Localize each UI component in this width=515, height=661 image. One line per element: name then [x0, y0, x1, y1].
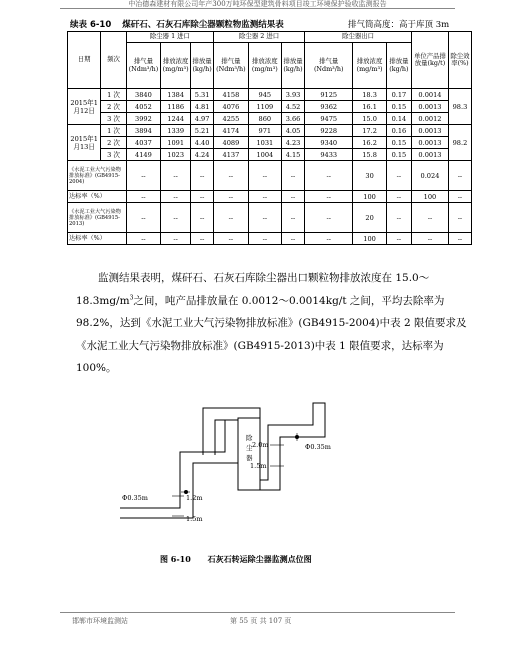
table-number: 续表 6-10 — [70, 20, 112, 30]
value-cell: 15.8 — [353, 149, 386, 161]
value-cell: 1091 — [161, 137, 191, 149]
collector-label-3: 器 — [246, 454, 253, 462]
footer-rule — [60, 612, 455, 613]
paragraph-part-1: 监测结果表明，煤矸石、石灰石库除尘器出口颗粒物排放浓度在 15.0～18.3mg/m — [76, 272, 430, 307]
value-cell: 945 — [248, 89, 281, 101]
value-cell: 4052 — [126, 101, 161, 113]
col-efficiency: 除尘效率(%) — [448, 32, 471, 89]
value-cell: 9228 — [305, 125, 353, 137]
dash-cell: -- — [161, 161, 191, 191]
dash-cell: -- — [305, 191, 353, 203]
freq-cell: 1 次 — [101, 125, 126, 137]
dash-cell: -- — [126, 203, 161, 233]
dash-cell: -- — [282, 161, 305, 191]
dash-cell: -- — [191, 161, 214, 191]
sub-conc: 排放浓度(mg/m³) — [161, 43, 191, 89]
value-cell: 4.52 — [282, 101, 305, 113]
dash-cell: -- — [305, 203, 353, 233]
dash-cell: -- — [248, 191, 281, 203]
value-cell: 0.17 — [386, 89, 411, 101]
value-cell: 4174 — [214, 125, 249, 137]
sub-flow: 排气量(Ndm³/h) — [305, 43, 353, 89]
dim-2-0m: 2.0m — [252, 441, 269, 449]
value-cell: 1384 — [161, 89, 191, 101]
figure-caption — [160, 554, 420, 565]
group-inlet-2: 除尘器 2 进口 — [214, 32, 305, 43]
value-cell: 4037 — [126, 137, 161, 149]
efficiency-cell: 98.3 — [448, 89, 471, 125]
freq-cell: 3 次 — [101, 113, 126, 125]
dash-cell: -- — [305, 161, 353, 191]
sub-rate: 排放量(kg/h) — [386, 43, 411, 89]
date-cell: 2015年1月13日 — [68, 125, 101, 161]
dash-cell: -- — [248, 233, 281, 245]
dash-cell: -- — [191, 233, 214, 245]
dash-cell: -- — [161, 203, 191, 233]
dash-cell: -- — [448, 233, 471, 245]
dash-cell: -- — [412, 233, 449, 245]
value-cell: 4.15 — [282, 149, 305, 161]
freq-cell: 2 次 — [101, 137, 126, 149]
standard-label: 《水泥工业大气污染物排放标准》(GB4915-2004) — [68, 161, 127, 191]
dash-cell: -- — [448, 203, 471, 233]
value-cell: 9362 — [305, 101, 353, 113]
table-caption: 煤矸石、石灰石库除尘器颗粒物监测结果表 — [122, 20, 284, 30]
value-cell: 0.15 — [386, 149, 411, 161]
dash-cell: -- — [282, 203, 305, 233]
dash-cell: -- — [214, 203, 249, 233]
pass-conc: 100 — [353, 191, 386, 203]
value-cell: 1339 — [161, 125, 191, 137]
value-cell: 4158 — [214, 89, 249, 101]
sub-rate: 排放量(kg/h) — [282, 43, 305, 89]
dash-cell: -- — [386, 191, 411, 203]
figure-title: 石灰石转运除尘器监测点位图 — [207, 554, 312, 564]
dash-cell: -- — [214, 161, 249, 191]
value-cell: 3.93 — [282, 89, 305, 101]
inlet-duct — [120, 420, 238, 518]
value-cell: 4076 — [214, 101, 249, 113]
group-outlet: 除尘器出口 — [305, 32, 412, 43]
col-date: 日期 — [68, 32, 101, 89]
value-cell: 9433 — [305, 149, 353, 161]
value-cell: 0.0012 — [412, 113, 449, 125]
sub-flow: 排气量(Ndm³/h) — [214, 43, 249, 89]
value-cell: 4.97 — [191, 113, 214, 125]
value-cell: 3840 — [126, 89, 161, 101]
freq-cell: 1 次 — [101, 89, 126, 101]
dash-cell: -- — [386, 161, 411, 191]
value-cell: 4137 — [214, 149, 249, 161]
dash-cell: -- — [214, 233, 249, 245]
dash-cell: -- — [282, 191, 305, 203]
date-cell: 2015年1月12日 — [68, 89, 101, 125]
value-cell: 4089 — [214, 137, 249, 149]
value-cell: 4.40 — [191, 137, 214, 149]
value-cell: 1186 — [161, 101, 191, 113]
dash-cell: -- — [448, 191, 471, 203]
dash-cell: -- — [448, 161, 471, 191]
dash-cell: -- — [191, 191, 214, 203]
value-cell: 15.0 — [353, 113, 386, 125]
dash-cell: -- — [126, 161, 161, 191]
sub-conc: 排放浓度(mg/m³) — [353, 43, 386, 89]
dash-cell: -- — [412, 203, 449, 233]
freq-cell: 2 次 — [101, 101, 126, 113]
value-cell: 860 — [248, 113, 281, 125]
standard-label: 《水泥工业大气污染物排放标准》(GB4915-2013) — [68, 203, 127, 233]
col-freq: 频次 — [101, 32, 126, 89]
sub-flow: 排气量(Ndm³/h) — [126, 43, 161, 89]
dash-cell: -- — [126, 191, 161, 203]
value-cell: 5.31 — [191, 89, 214, 101]
value-cell: 1004 — [248, 149, 281, 161]
value-cell: 5.21 — [191, 125, 214, 137]
page-header: 中冶德森建材有限公司年产300万吨环保型建筑骨料项目竣工环境保护验收监测报告 — [128, 0, 387, 8]
value-cell: 17.2 — [353, 125, 386, 137]
dim-1-5m-a: 1.5m — [250, 462, 267, 470]
pass-unit: 100 — [412, 191, 449, 203]
value-cell: 1244 — [161, 113, 191, 125]
dash-cell: -- — [161, 233, 191, 245]
superscript: 3 — [129, 294, 134, 301]
dash-cell: -- — [214, 191, 249, 203]
dim-1-5m-b: 1.5m — [186, 515, 203, 523]
value-cell: 971 — [248, 125, 281, 137]
dim-1-2m: 1.2m — [186, 494, 203, 502]
efficiency-cell: 98.2 — [448, 125, 471, 161]
value-cell: 9475 — [305, 113, 353, 125]
value-cell: 1109 — [248, 101, 281, 113]
value-cell: 0.0013 — [412, 101, 449, 113]
value-cell: 0.0014 — [412, 89, 449, 101]
footer-org: 邯郸市环境监测站 — [72, 617, 128, 625]
col-unit-emission: 单位产品排放量(kg/t) — [412, 32, 449, 89]
table-note: 排气筒高度：高于库顶 3m — [348, 20, 450, 30]
footer-page-number: 第 55 页 共 107 页 — [230, 617, 292, 625]
value-cell: 0.15 — [386, 101, 411, 113]
value-cell: 3.66 — [282, 113, 305, 125]
dash-cell: -- — [161, 191, 191, 203]
diameter-label-outlet: Φ0.35m — [305, 443, 331, 451]
value-cell: 1031 — [248, 137, 281, 149]
value-cell: 1023 — [161, 149, 191, 161]
value-cell: 3894 — [126, 125, 161, 137]
dash-cell: -- — [282, 233, 305, 245]
dash-cell: -- — [248, 203, 281, 233]
value-cell: 0.0013 — [412, 149, 449, 161]
sub-conc: 排放浓度(mg/m³) — [248, 43, 281, 89]
dash-cell: -- — [248, 161, 281, 191]
value-cell: 9340 — [305, 137, 353, 149]
pass-conc: 100 — [353, 233, 386, 245]
value-cell: 0.15 — [386, 137, 411, 149]
collector-label-2: 尘 — [246, 444, 253, 452]
figure-number: 图 6-10 — [160, 554, 191, 564]
value-cell: 0.0013 — [412, 125, 449, 137]
value-cell: 4255 — [214, 113, 249, 125]
value-cell: 4149 — [126, 149, 161, 161]
dash-cell: -- — [386, 203, 411, 233]
paragraph-part-2: 之间，吨产品排放量在 0.0012～0.0014kg/t 之间，平均去除率为 98.2%，达到《水泥工业大气污染物排放标准》(GB4915-2004)中表 2 限值要求及《水泥工业大气污染物排放标准》(GB4915-2013)中表 1 限值要求，达标率为 100%。 — [76, 294, 467, 374]
value-cell: 4.23 — [282, 137, 305, 149]
freq-cell: 3 次 — [101, 149, 126, 161]
value-cell: 18.3 — [353, 89, 386, 101]
value-cell: 0.14 — [386, 113, 411, 125]
sub-rate: 排放量(kg/h) — [191, 43, 214, 89]
diameter-label-inlet: Φ0.35m — [122, 494, 148, 502]
value-cell: 4.24 — [191, 149, 214, 161]
dash-cell: -- — [191, 203, 214, 233]
limit-conc: 20 — [353, 203, 386, 233]
pass-rate-label: 达标率（%） — [68, 233, 127, 245]
value-cell: 0.16 — [386, 125, 411, 137]
limit-unit: 0.024 — [412, 161, 449, 191]
dash-cell: -- — [386, 233, 411, 245]
value-cell: 0.0013 — [412, 137, 449, 149]
value-cell: 4.05 — [282, 125, 305, 137]
value-cell: 9125 — [305, 89, 353, 101]
pass-rate-label: 达标率（%） — [68, 191, 127, 203]
group-inlet-1: 除尘器 1 进口 — [126, 32, 213, 43]
value-cell: 16.1 — [353, 101, 386, 113]
value-cell: 4.81 — [191, 101, 214, 113]
dash-cell: -- — [126, 233, 161, 245]
value-cell: 16.2 — [353, 137, 386, 149]
limit-conc: 30 — [353, 161, 386, 191]
dash-cell: -- — [305, 233, 353, 245]
top-duct-inner — [215, 420, 238, 455]
collector-label-1: 除 — [246, 434, 253, 442]
value-cell: 3992 — [126, 113, 161, 125]
